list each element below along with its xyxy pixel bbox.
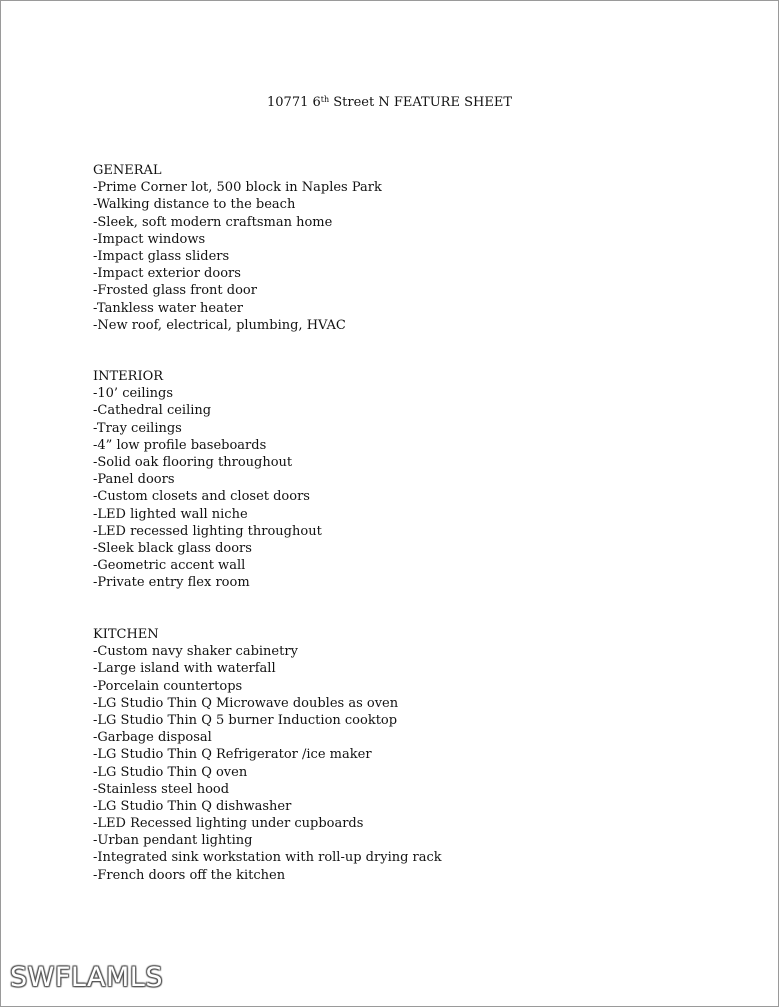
feature-item: -LED recessed lighting throughout bbox=[93, 523, 322, 539]
page-title bbox=[0, 94, 779, 111]
feature-item: -LED Recessed lighting under cupboards bbox=[93, 816, 364, 832]
feature-item: -Urban pendant lighting bbox=[93, 833, 253, 849]
feature-item: -Frosted glass front door bbox=[93, 283, 257, 299]
feature-item: -Tankless water heater bbox=[93, 300, 244, 316]
feature-item: -Garbage disposal bbox=[93, 730, 212, 746]
feature-item: -Geometric accent wall bbox=[93, 558, 246, 574]
section-heading: INTERIOR bbox=[93, 369, 164, 384]
title-superscript: th bbox=[320, 95, 330, 104]
feature-item: -Tray ceilings bbox=[93, 420, 182, 436]
feature-item: -4” low profile baseboards bbox=[93, 437, 267, 453]
feature-item: -Porcelain countertops bbox=[93, 678, 243, 694]
feature-item: -Custom closets and closet doors bbox=[93, 489, 310, 505]
title-number: 10771 6 bbox=[267, 95, 321, 110]
section-kitchen bbox=[93, 626, 442, 884]
feature-item: -Sleek black glass doors bbox=[93, 540, 252, 556]
feature-item: -Prime Corner lot, 500 block in Naples Park bbox=[93, 180, 382, 196]
title-rest: Street N FEATURE SHEET bbox=[329, 95, 512, 110]
feature-item: -LG Studio Thin Q Refrigerator /ice maker bbox=[93, 747, 372, 763]
feature-item: -Walking distance to the beach bbox=[93, 197, 296, 213]
feature-item: -Integrated sink workstation with roll-up drying rack bbox=[93, 850, 442, 866]
feature-item: -Stainless steel hood bbox=[93, 781, 230, 797]
section-interior bbox=[93, 368, 322, 591]
feature-item: -French doors off the kitchen bbox=[93, 867, 286, 883]
feature-item: -LG Studio Thin Q dishwasher bbox=[93, 798, 292, 814]
section-heading: GENERAL bbox=[93, 163, 162, 178]
feature-item: -Panel doors bbox=[93, 472, 175, 488]
feature-item: -Cathedral ceiling bbox=[93, 403, 212, 419]
section-general bbox=[93, 162, 382, 334]
feature-item: -Custom navy shaker cabinetry bbox=[93, 644, 298, 660]
feature-item: -Private entry flex room bbox=[93, 575, 250, 591]
feature-item: -10’ ceilings bbox=[93, 386, 174, 402]
feature-item: -New roof, electrical, plumbing, HVAC bbox=[93, 317, 346, 333]
feature-item: -Large island with waterfall bbox=[93, 661, 276, 677]
feature-item: -LG Studio Thin Q oven bbox=[93, 764, 248, 780]
feature-item: -LG Studio Thin Q Microwave doubles as oven bbox=[93, 695, 399, 711]
section-heading: KITCHEN bbox=[93, 627, 159, 642]
feature-item: -Impact windows bbox=[93, 231, 206, 247]
watermark: SWFLAMLS bbox=[10, 962, 163, 993]
feature-item: -LG Studio Thin Q 5 burner Induction cooktop bbox=[93, 712, 398, 728]
feature-item: -Impact glass sliders bbox=[93, 248, 230, 264]
feature-item: -LED lighted wall niche bbox=[93, 506, 248, 522]
feature-item: -Sleek, soft modern craftsman home bbox=[93, 214, 333, 230]
feature-item: -Solid oak flooring throughout bbox=[93, 454, 293, 470]
feature-item: -Impact exterior doors bbox=[93, 266, 241, 282]
